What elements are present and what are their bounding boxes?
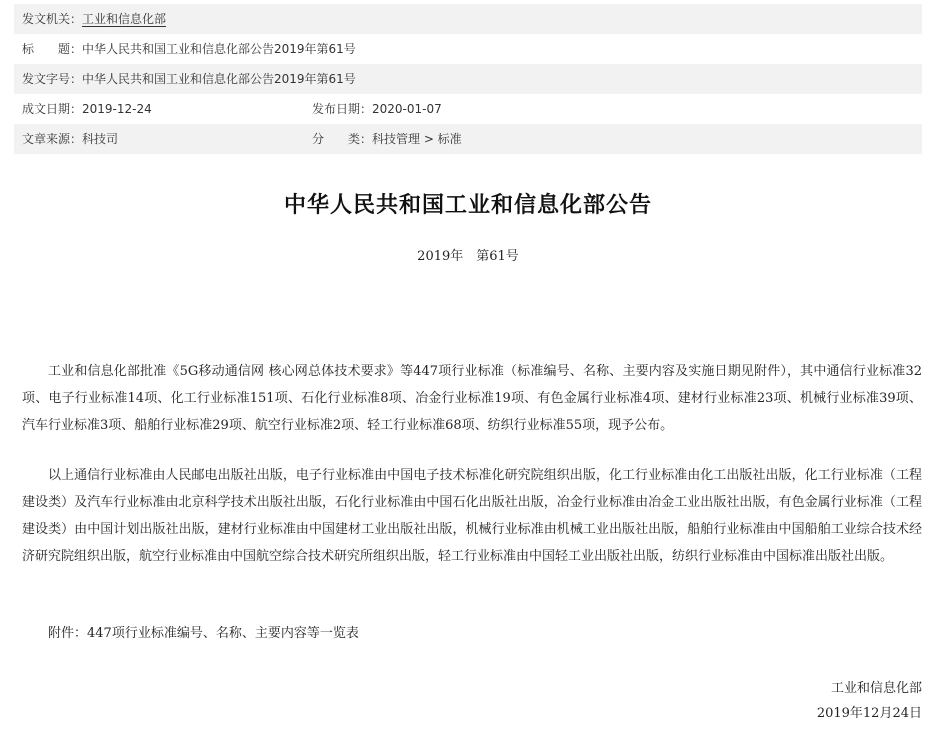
issuer-value[interactable] [82, 4, 166, 34]
paragraph-2: 以上通信行业标准由人民邮电出版社出版，电子行业标准由中国电子技术标准化研究院组织出版，化工行业标准由化工出版社出版，化工行业标准（工程建设类）及汽车行业标准由北京科学技术出版社出版，石化行业标准由中国石化出版社出版，冶金行业标准由冶金工业出版社出版，有色金属行业标准（工程建设类）由中国计划出版社出版，建材行业标准由中国建材工业出版社出版，机械行业标准由机械工业出版社出版，船舶行业标准由中国船舶工业综合技术经济研究院组织出版，航空行业标准由中国航空综合技术研究所组织出版，轻工行业标准由中国轻工业出版社出版，纺织行业标准由中国标准出版社出版。 [22, 468, 922, 564]
paragraph-1: 工业和信息化部批准《5G移动通信网 核心网总体技术要求》等447项行业标准（标准编号、名称、主要内容及实施日期见附件），其中通信行业标准32项、电子行业标准14项、化工行业标准151项、石化行业标准8项、冶金行业标准19项、有色金属行业标准4项、建材行业标准23项、机械行业标准39项、汽车行业标准3项、船舶行业标准29项、航空行业标准2项、轻工行业标准68项、纺织行业标准55项，现予公布。 [22, 364, 922, 433]
issuer-label: 发文机关： [22, 12, 83, 26]
date-label: 成文日期： [22, 102, 83, 116]
title-label: 标 题： [22, 42, 83, 56]
category-value: 科技管理 > 标准 [372, 132, 462, 146]
signer: 工业和信息化部 [830, 681, 922, 696]
source-value: 科技司 [82, 132, 119, 146]
docnum-label: 发文字号： [22, 72, 83, 86]
meta-row-source [14, 124, 922, 154]
document-number: 2019年 第61号 [417, 249, 519, 264]
docnum-value: 中华人民共和国工业和信息化部公告2019年第61号 [82, 72, 356, 86]
date-value: 2019-12-24 [82, 102, 152, 116]
meta-row-dates [14, 94, 922, 124]
meta-row-issuer [14, 4, 922, 34]
attachment-line: 附件：447项行业标准编号、名称、主要内容等一览表 [48, 626, 359, 641]
issuer-link[interactable]: 工业和信息化部 [82, 12, 167, 26]
pub-value: 2020-01-07 [372, 102, 442, 116]
meta-row-docnum [14, 64, 922, 94]
sign-date: 2019年12月24日 [816, 706, 922, 721]
category-label: 分 类： [312, 132, 373, 146]
pub-label: 发布日期： [312, 102, 373, 116]
title-value: 中华人民共和国工业和信息化部公告2019年第61号 [82, 42, 356, 56]
source-label: 文章来源： [22, 132, 83, 146]
meta-row-title [14, 34, 922, 64]
document-title: 中华人民共和国工业和信息化部公告 [283, 193, 652, 218]
